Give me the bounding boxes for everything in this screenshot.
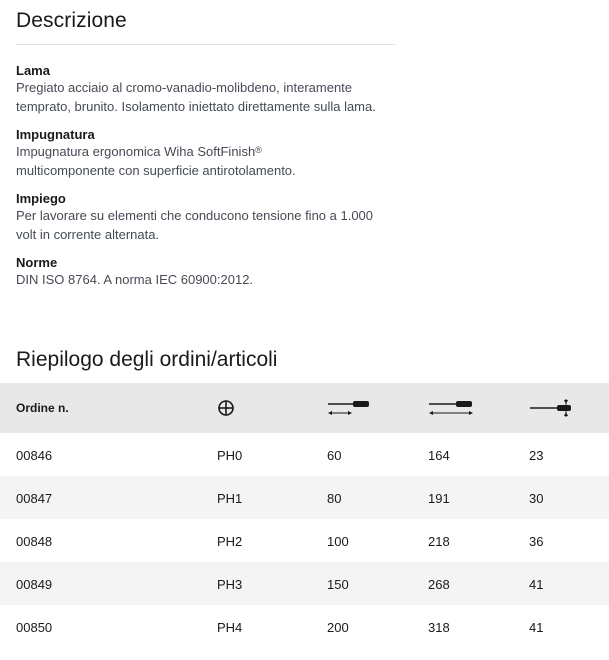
total-length-cell: 268 — [428, 577, 450, 592]
total-length-cell: 164 — [428, 448, 450, 463]
tip-width-header — [529, 383, 609, 433]
order-number-cell: 00848 — [16, 534, 53, 549]
blade-length-cell: 80 — [327, 491, 342, 506]
tip-width-cell: 23 — [529, 448, 544, 463]
section-heading: Impiego — [16, 191, 66, 206]
total-length-cell: 191 — [428, 491, 450, 506]
description-title: Descrizione — [16, 9, 127, 32]
text-part: multicomponente con superficie antirotolamento. — [16, 162, 296, 178]
order-number-cell: 00850 — [16, 620, 53, 635]
tip-cell: PH2 — [217, 534, 243, 549]
section-text — [16, 143, 396, 180]
section-heading: Impugnatura — [16, 127, 95, 142]
section-heading: Lama — [16, 63, 50, 78]
blade-length-icon — [327, 398, 373, 418]
section-impiego — [16, 190, 609, 244]
tip-width-cell: 30 — [529, 491, 544, 506]
order-number-cell: 00847 — [16, 491, 53, 506]
tip-width-cell: 41 — [529, 577, 544, 592]
order-number-cell: 00846 — [16, 448, 53, 463]
section-lama — [16, 62, 609, 116]
total-length-cell: 218 — [428, 534, 450, 549]
section-norme — [16, 254, 609, 290]
section-text: Pregiato acciaio al cromo-vanadio-molibdeno, interamente temprato, brunito. Isolamento iniettato direttamente sulla lama. — [16, 80, 376, 114]
tip-cell: PH4 — [217, 620, 243, 635]
phillips-tip-icon — [217, 399, 235, 417]
section-impugnatura — [16, 126, 609, 180]
section-text: Per lavorare su elementi che conducono tensione fino a 1.000 volt in corrente alternata. — [16, 208, 374, 242]
total-length-header — [428, 383, 529, 433]
section-heading: Norme — [16, 255, 58, 270]
table-row — [0, 519, 609, 562]
registered-mark: ® — [255, 145, 262, 155]
table-header-row — [0, 383, 609, 433]
tip-cell: PH1 — [217, 491, 243, 506]
blade-length-header — [327, 383, 428, 433]
blade-length-cell: 200 — [327, 620, 349, 635]
tip-cell: PH0 — [217, 448, 243, 463]
tip-width-icon — [529, 398, 573, 418]
table-row — [0, 605, 609, 648]
total-length-icon — [428, 398, 476, 418]
total-length-cell: 318 — [428, 620, 450, 635]
table-row — [0, 433, 609, 476]
table-row — [0, 476, 609, 519]
tip-cell: PH3 — [217, 577, 243, 592]
table-row — [0, 562, 609, 605]
blade-length-cell: 100 — [327, 534, 349, 549]
order-number-cell: 00849 — [16, 577, 53, 592]
title-divider — [16, 44, 396, 45]
tip-header — [217, 383, 327, 433]
description-section — [0, 0, 609, 290]
tip-width-cell: 36 — [529, 534, 544, 549]
order-number-header: Ordine n. — [16, 401, 69, 415]
summary-title: Riepilogo degli ordini/articoli — [16, 348, 278, 371]
tip-width-cell: 41 — [529, 620, 544, 635]
section-text: DIN ISO 8764. A norma IEC 60900:2012. — [16, 272, 254, 287]
blade-length-cell: 60 — [327, 448, 342, 463]
blade-length-cell: 150 — [327, 577, 349, 592]
orders-table — [0, 383, 609, 648]
text-part: Impugnatura ergonomica Wiha SoftFinish — [16, 144, 256, 159]
